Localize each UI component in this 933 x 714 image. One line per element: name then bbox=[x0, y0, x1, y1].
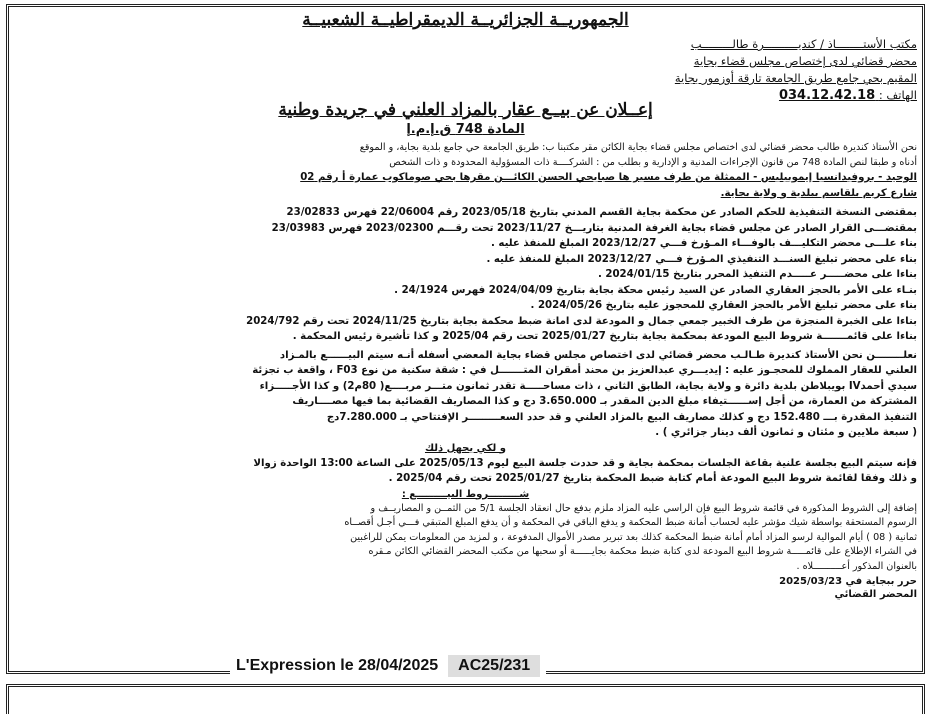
condition-line: ثمانية ( 08 ) أيام الموالية لرسو المزاد أمام أمانة ضبط المحكمة كذلك بعد تبرير مصدر الأموال المدفوعة ، و لمزيد من المعلومات يمكن للراغبين bbox=[350, 531, 917, 543]
legal-basis-item: بنـاء على الأمر بالحجز العقاري الصادر عن السيد رئيس محكة بجاية بتاريخ 2024/04/09 فهرس 24/1924 . bbox=[394, 284, 917, 296]
legal-basis-item: بناء على محضر تبليغ السنـــد التنفيذي المـؤرخ فـــي 2023/12/27 المبلغ للمنفذ عليه . bbox=[486, 253, 917, 265]
sale-line: و ذلك وفقا لقائمة شروط البيع المودعة أمام كتابة ضبط المحكمة بتاريخ 2025/01/27 تحت رقم 2025/04 . bbox=[388, 473, 917, 484]
legal-basis-item: بناءا على الخبرة المنجزة من طرف الخبير جمعي جمال و المودعة لدى امانة ضبط محكمة بجاية بتاريخ 2024/11/25 تحت رقم 2024/792 bbox=[246, 315, 917, 327]
office-header bbox=[14, 36, 917, 104]
intro-line: نحن الأستاذ كنديرة طالب محضر قضائي لدى اختصاص مجلس قضاء بجاية الكائن مقر مكتبنا ب: طريق الجامعة حي جامع بلدية بجاية، و الموقع bbox=[359, 142, 917, 153]
phone-number: 034.12.42.18 bbox=[778, 88, 876, 103]
legal-notice bbox=[14, 8, 917, 648]
office-address: المقيم بحي جامع طريق الجامعة تارقة أوزمور بجاية bbox=[674, 71, 917, 85]
publication-name: L'Expression le 28/04/2025 bbox=[236, 657, 439, 674]
phone-label: الهاتف : bbox=[878, 88, 917, 102]
next-announcement-frame bbox=[6, 684, 925, 714]
office-name: مكتب الأستــــــــاذ / كنديــــــــــرة طالـــــــــب bbox=[690, 37, 917, 51]
republic-title: الجمهوريــة الجزائريــة الديمقراطيــة الشعبيــة bbox=[302, 10, 629, 30]
intro-line: أدناه و طبقا لنص المادة 748 من قانون الإجراءات المدنية و الإدارية و بطلب من : الشركــــة ذات المسؤولية المحدودة و ذات الشخص bbox=[389, 156, 917, 168]
condition-line: إضافة إلى الشروط المذكورة في قائمة شروط البيع فإن الراسي عليه المزاد ملزم بدفع حال انعقاد الجلسة 5/1 من الثمــن و المصاريــف و bbox=[370, 502, 917, 514]
legal-basis-item: بناء علـــى محضر التكليـــف بالوفـــاء المـؤرخ فـــي 2023/12/27 المبلغ للمنفذ عليه . bbox=[491, 238, 917, 249]
legal-basis-item: بناءا على محضـــــر عـــــدم التنفيذ المحرر بتاريخ 2024/01/15 . bbox=[597, 269, 917, 280]
signed-date: حرر ببجاية في 2025/03/23 bbox=[779, 576, 917, 587]
office-role: محضر قضائي لدى إختصاص مجلس قضاء بجاية bbox=[693, 54, 917, 68]
legal-basis-item: بناءا على قائمـــــــة شروط البيع المودعة بمحكمة بجاية بتاريخ 2025/01/27 تحت رقم 2025/04 و كذا تأشيرة رئيس المحكمة . bbox=[292, 331, 917, 342]
legal-basis-item: بمقتضى النسخة التنفيذية للحكم الصادر عن محكمة بجاية القسم المدني بتاريخ 2023/05/18 رقم 22/06004 فهرس 23/02833 bbox=[286, 207, 917, 218]
body-line: نعلــــــــن نحن الأستاذ كنديرة طـالـب محضر قضائي لدى اختصاص مجلس قضاء بجاية المعضي أسفله أنـه سيتم البيــــــع بالمـزاد bbox=[279, 349, 917, 361]
legal-basis-item: بمقتضـــى القرار الصادر عن مجلس قضاء بجاية الغرفة المدنية بتاريـــخ 2023/11/27 تحت رقـــم 2023/02300 فهرس 23/03983 bbox=[271, 222, 917, 234]
legal-article: المادة 748 ق.إ.م.إ bbox=[406, 122, 525, 137]
notice-headline: إعــلان عن بيــع عقار بالمزاد العلني في جريدة وطنية bbox=[278, 100, 653, 120]
body-line: التنفيذ المقدرة بـــ 152.480 دج و كذلك مصاريف البيع بالمزاد العلني و قد حدد السعـــــــــر الإفتتاحي بـ 7.280.000دج bbox=[326, 411, 917, 423]
condition-line: الرسوم المستحقة بواسطة شيك مؤشر عليه لحساب أمانة ضبط المحكمة و يدفع الباقي في المحكمة و أن يدفع المبلغ المتبقي فـــي أجـل أقصــاه bbox=[344, 517, 917, 528]
publication-footer bbox=[230, 654, 546, 678]
bailiff-signature: المحضر القضائي bbox=[834, 589, 917, 600]
legal-basis-item: بناء على محضر تبليغ الأمر بالحجز العقاري للمحجوز عليه بتاريخ 2024/05/26 . bbox=[530, 300, 917, 311]
intro-line: الوحيد - بروفيدانسيا إيموبيليس - الممثلة من طرف مسير ها صبايحي الحسن الكائـــن مقرها بحي صوماكوب عمارة أ رقم 02 bbox=[300, 172, 917, 183]
conditions-heading: شـــــــــروط البيـــــــــع : bbox=[401, 488, 530, 500]
body-line: سيدي أحمدIV بويبلاطن بلدية دائرة و ولاية بجاية، الطابق الثاني ، ذات مساحـــــة تقدر ثمانون متـــر مربــــع( 80م2) و كذا الأجـــــزاء bbox=[259, 380, 917, 392]
body-line: المشتركة من العمارة، من أجل إســــــتيفاء مبلغ الدين المقدر بـ 3.650.000 دج و كذا المصاريف القضائية بما فيها مصــــاريف bbox=[292, 396, 917, 407]
notice-heading: و لكي يجهل ذلك bbox=[424, 442, 507, 454]
condition-line: بالعنوان المذكور أعــــــــــلاه . bbox=[796, 560, 917, 572]
sale-line: فإنه سيتم البيع بجلسة علنية بقاعة الجلسات بمحكمة بجاية و قد حددت جلسة البيع ليوم 2025/05/13 على الساعة 13:00 الواحدة زوالا bbox=[253, 457, 917, 469]
intro-line: شارع كريم بلقاسم ببلدية و ولاية بجاية. bbox=[720, 187, 917, 199]
condition-line: في الشراء الإطلاع على قائمـــــة شروط البيع المودعة لدى كتابة ضبط محكمة بجايــــــة أو سحبها من مكتب المحضر القضائي الكائن مـقره bbox=[368, 546, 917, 557]
reference-badge: AC25/231 bbox=[448, 655, 540, 677]
body-line: ( سبعة ملايين و مئتان و ثمانون ألف دينار جزائري ) . bbox=[655, 427, 917, 438]
body-line: العلني للعقار المملوك للمحجـوز عليه : إيديـــري عبدالعزيز بن محند أمقران المتـــــــل في : شقة سكنية من نوع F03 ، واقعة ب تجزئة bbox=[252, 365, 917, 376]
